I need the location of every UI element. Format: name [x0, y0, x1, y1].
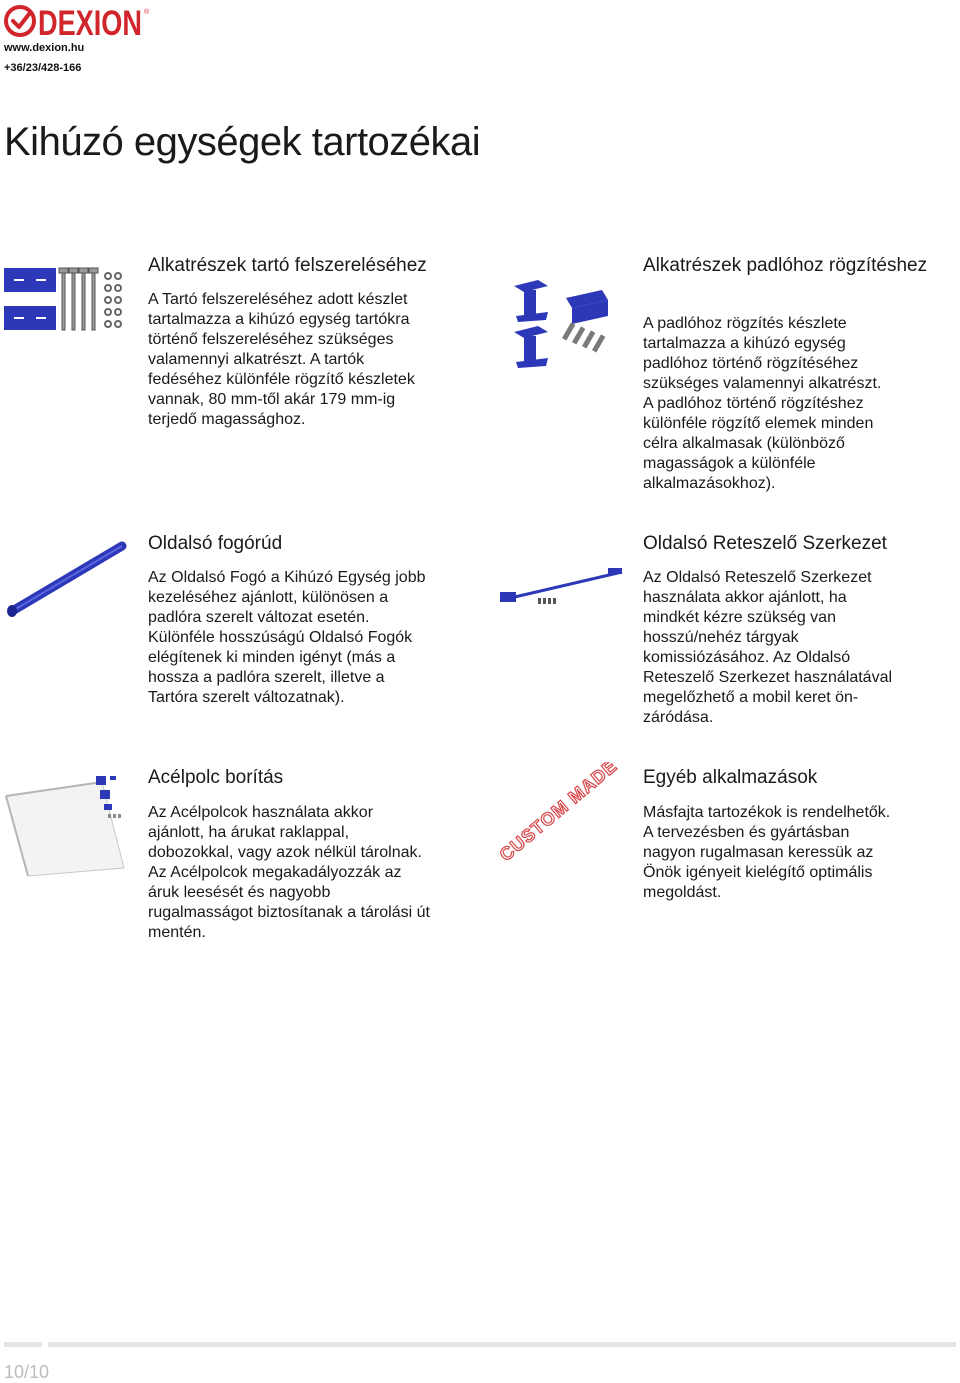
section-body: Az Acélpolcok használata akkor ajánlott, ha árukat raklappal, dobozokkal, vagy azok nélkül tárolnak. Az Acélpolcok megakadályozzák az áruk leesését és nagyobb rugalmasságot biztosítanak a tárolási út mentén.	[148, 804, 430, 941]
section-title: Acélpolc borítás	[148, 767, 284, 788]
side-handle-icon	[4, 538, 128, 627]
floor-fixing-icon	[510, 276, 614, 381]
footer-divider	[48, 1342, 956, 1347]
section-body: A padlóhoz rögzítés készlete tartalmazza a kihúzó egység padlóhoz történő rögzítéséhez szükséges valamennyi alkatrészt. A padlóhoz történő rögzítéshez különféle rögzítő elemek minden célra alkalmasak (különböző magasságok a különféle alkalmazásokhoz).	[643, 315, 882, 492]
bolt-set-icon	[4, 266, 128, 339]
phone-number: +36/23/428-166	[4, 62, 82, 74]
section-title: Oldalsó Reteszelő Szerkezet	[643, 533, 887, 554]
section-body: Az Oldalsó Fogó a Kihúzó Egység jobb kezeléséhez ajánlott, különösen a padlóra szerelt változat esetén. Különféle hosszúságú Oldalsó Fogók elégítenek ki minden igényt (más a hossza a padlóra szerelt, illetve a Tartóra szerelt változatnak).	[148, 569, 426, 706]
section-body: A Tartó felszereléséhez adott készlet tartalmazza a kihúzó egység tartókra történő felszereléséhez szükséges valamennyi alkatrészt. A tartók fedéséhez különféle rögzítő készletek vannak, 80 mm-től akár 179 mm-ig terjedő magassághoz.	[148, 291, 415, 428]
section-title: Alkatrészek padlóhoz rögzítéshez	[643, 255, 928, 276]
custom-made-icon	[496, 762, 626, 877]
section-body: Az Oldalsó Reteszelő Szerkezet használata akkor ajánlott, ha mindkét kézre szükség van hosszú/nehéz tárgyak komissiózásához. Az Oldalsó Reteszelő Szerkezet használatával megelőzhető a mobil keret ön- záródása.	[643, 569, 893, 726]
svg-text:®: ®	[144, 9, 150, 16]
section-title: Egyéb alkalmazások	[643, 767, 818, 788]
steel-shelf-icon	[4, 774, 128, 883]
website-link[interactable]: www.dexion.hu	[4, 42, 85, 54]
brand-name: DEXION	[38, 4, 142, 38]
dexion-logo[interactable]	[4, 4, 150, 38]
side-lock-icon	[498, 564, 626, 613]
page-title: Kihúzó egységek tartozékai	[4, 120, 481, 164]
page-number: 10/10	[4, 1362, 50, 1382]
custom-made-stamp: CUSTOM MADE	[496, 762, 621, 866]
section-body: Másfajta tartozékok is rendelhetők. A tervezésben és gyártásban nagyon rugalmasan keressük az Önök igényeit kielégítő optimális megoldást.	[643, 804, 891, 901]
section-title: Alkatrészek tartó felszereléséhez	[148, 255, 427, 276]
section-title: Oldalsó fogórúd	[148, 533, 283, 554]
footer-divider	[4, 1342, 42, 1347]
